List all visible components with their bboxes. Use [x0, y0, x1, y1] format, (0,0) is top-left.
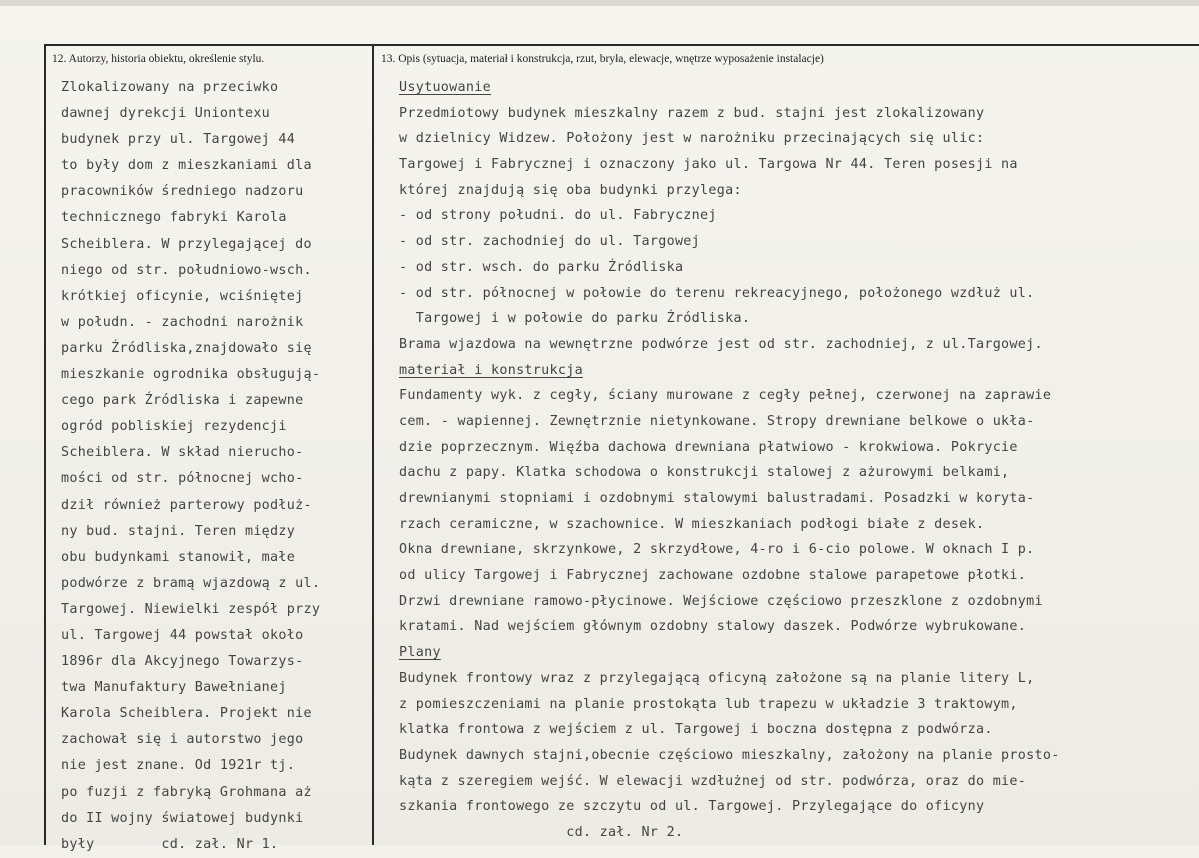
text-line: Targowej i Fabrycznej i oznaczony jako ul. Targowa Nr 44. Teren posesji na — [399, 157, 1018, 173]
section-heading: Plany — [399, 645, 441, 661]
text-line: szkania frontowego ze szczytu od ul. Targowej. Przylegające do oficyny — [399, 799, 985, 815]
text-line: - od str. wsch. do parku Źródliska — [399, 259, 684, 275]
description-text-column — [399, 75, 1199, 846]
text-line: Zlokalizowany na przeciwko — [61, 80, 279, 95]
text-line: krótkiej oficynie, wciśniętej — [61, 288, 304, 304]
text-line: twa Manufaktury Bawełnianej — [61, 680, 287, 696]
form-left-rule — [44, 44, 46, 845]
text-line: Scheiblera. W skład nierucho- — [61, 445, 304, 461]
form-column-divider — [372, 44, 374, 845]
text-line: dawnej dyrekcji Uniontexu — [61, 106, 271, 122]
text-line: technicznego fabryki Karola — [61, 210, 287, 226]
form-top-rule — [44, 44, 1199, 46]
text-line: Fundamenty wyk. z cegły, ściany murowane z cegły pełnej, czerwonej na zaprawie — [399, 388, 1052, 404]
text-line: Targowej. Niewielki zespół przy — [61, 601, 321, 617]
text-line: w połudn. - zachodni narożnik — [61, 314, 304, 330]
text-line: - od str. północnej w połowie do terenu rekreacyjnego, położonego wzdłuż ul. — [399, 285, 1035, 301]
text-line: Przedmiotowy budynek mieszkalny razem z bud. stajni jest zlokalizowany — [399, 105, 985, 121]
text-line: były cd. zał. Nr 1. — [61, 836, 279, 852]
text-line: mieszkanie ogrodnika obsługują- — [61, 367, 321, 383]
text-line: - od str. zachodniej do ul. Targowej — [399, 234, 701, 250]
text-line: Drzwi drewniane ramowo-płycinowe. Wejściowe częściowo przeszklone z ozdobnymi — [399, 593, 1043, 609]
text-line: w dzielnicy Widzew. Położony jest w narożniku przecinających się ulic: — [399, 131, 985, 147]
text-line: zachował się i autorstwo jego — [61, 732, 304, 748]
text-line: Okna drewniane, skrzynkowe, 2 skrzydłowe, 4-ro i 6-cio polowe. W oknach I p. — [399, 542, 1035, 558]
text-line: Karola Scheiblera. Projekt nie — [61, 706, 312, 722]
text-line: po fuzji z fabryką Grohmana aż — [61, 784, 312, 800]
text-line: z pomieszczeniami na planie prostokąta lub trapezu w układzie 3 traktowym, — [399, 696, 1018, 712]
text-line: dził również parterowy podłuż- — [61, 497, 312, 513]
text-line: obu budynkami stanowił, małe — [61, 549, 296, 565]
text-line: ul. Targowej 44 powstał około — [61, 627, 304, 643]
text-line: ny bud. stajni. Teren między — [61, 523, 296, 539]
text-line: budynek przy ul. Targowej 44 — [61, 132, 296, 148]
text-line: niego od str. południowo-wsch. — [61, 262, 312, 278]
text-line: drewnianymi stopniami i ozdobnymi stalowymi balustradami. Posadzki w koryta- — [399, 491, 1035, 506]
text-line: ogród pobliskiej rezydencji — [61, 419, 287, 435]
text-line: dachu z papy. Klatka schodowa o konstrukcji stalowej z ażurowymi belkami, — [399, 465, 1010, 481]
text-line: nie jest znane. Od 1921r tj. — [61, 758, 296, 774]
text-line: cem. - wapiennej. Zewnętrznie nietynkowane. Stropy drewniane belkowe o ukła- — [399, 413, 1035, 429]
text-line: Budynek frontowy wraz z przylegającą oficyną założone są na planie litery L, — [399, 670, 1035, 686]
text-line: Budynek dawnych stajni,obecnie częściowo mieszkalny, założony na planie prosto- — [399, 747, 1060, 763]
history-text-column — [61, 75, 371, 858]
text-line: pracowników średniego nadzoru — [61, 184, 304, 200]
page-top-edge — [0, 0, 1199, 6]
text-line: klatka frontowa z wejściem z ul. Targowej i boczna dostępna z podwórza. — [399, 722, 993, 738]
text-line: - od strony południ. do ul. Fabrycznej — [399, 208, 717, 224]
section-heading: materiał i konstrukcja — [399, 362, 583, 378]
text-line: kąta z szeregiem wejść. W elewacji wzdłużnej od str. podwórza, oraz do mie- — [399, 773, 1027, 789]
text-line: której znajdują się oba budynki przylega: — [399, 182, 742, 198]
text-line: podwórze z bramą wjazdową z ul. — [61, 575, 321, 591]
text-line: parku Źródliska,znajdowało się — [61, 340, 312, 356]
text-line: 1896r dla Akcyjnego Towarzys- — [61, 654, 304, 670]
text-line: Targowej i w połowie do parku Źródliska. — [399, 311, 751, 327]
text-line: mości od str. północnej wcho- — [61, 471, 304, 487]
text-line: Brama wjazdowa na wewnętrzne podwórze jest od str. zachodniej, z ul.Targowej. — [399, 336, 1043, 352]
text-line: kratami. Nad wejściem głównym ozdobny stalowy daszek. Podwórze wybrukowane. — [399, 619, 1027, 635]
text-line: cego park Źródliska i zapewne — [61, 393, 304, 409]
section-12-header: 12. Autorzy, historia obiektu, określenie stylu. — [52, 53, 265, 65]
text-line: dzie poprzecznym. Więźba dachowa drewniana płatwiowo - krokwiowa. Pokrycie — [399, 439, 1018, 455]
text-line: Scheiblera. W przylegającej do — [61, 236, 312, 252]
section-heading: Usytuowanie — [399, 80, 491, 95]
section-13-header: 13. Opis (sytuacja, materiał i konstrukcja, rzut, bryła, elewacje, wnętrze wyposażenie instalacje) — [381, 53, 824, 65]
text-line: do II wojny światowej budynki — [61, 810, 304, 826]
text-line: rzach ceramiczne, w szachownice. W mieszkaniach podłogi białe z desek. — [399, 516, 985, 532]
text-line: od ulicy Targowej i Fabrycznej zachowane ozdobne stalowe parapetowe płotki. — [399, 568, 1027, 584]
text-line: cd. zał. Nr 2. — [399, 824, 684, 840]
text-line: to były dom z mieszkaniami dla — [61, 158, 312, 174]
